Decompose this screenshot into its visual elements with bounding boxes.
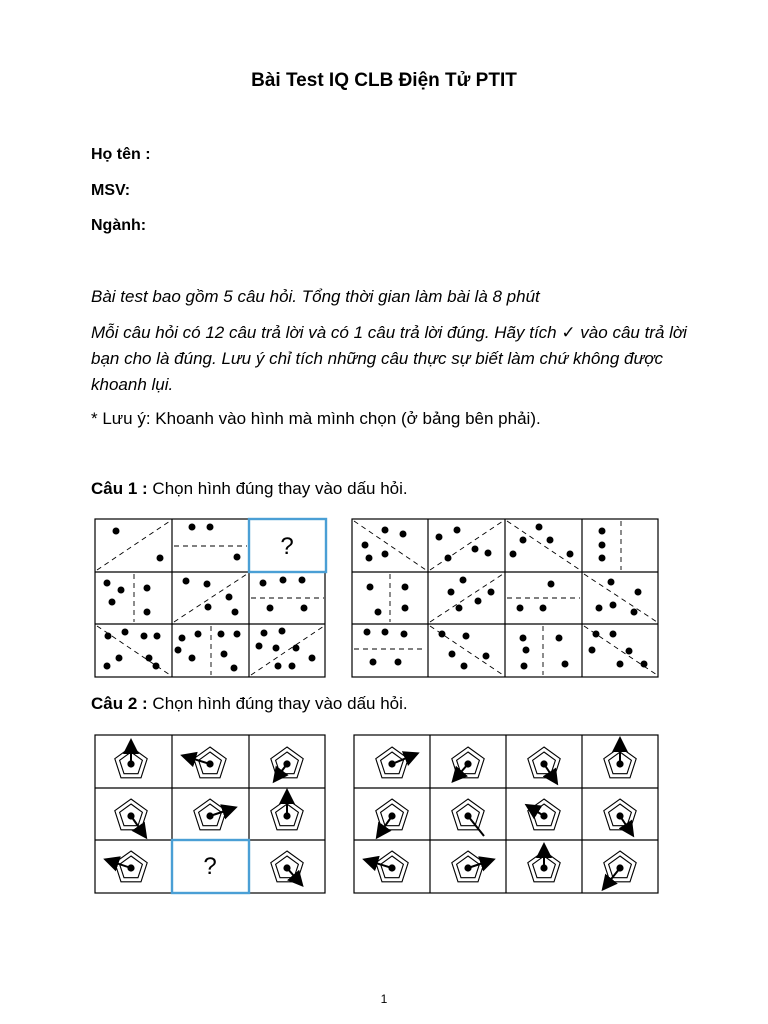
name-field-label: Họ tên :	[91, 146, 151, 163]
question-1-text: Chọn hình đúng thay vào dấu hỏi.	[147, 479, 408, 498]
student-id-field-label: MSV:	[91, 182, 131, 199]
page-number: 1	[380, 992, 388, 1006]
question-1-label	[91, 479, 408, 499]
instruction-line-1: Bài test bao gồm 5 câu hỏi. Tổng thời gian làm bài là 8 phút	[91, 287, 540, 306]
question-2-question-mark: ?	[203, 853, 217, 880]
question-2-text: Chọn hình đúng thay vào dấu hỏi.	[147, 694, 408, 713]
question-2-puzzle-grid	[94, 734, 326, 894]
question-2-number: Câu 2 :	[91, 694, 148, 713]
document-title: Bài Test IQ CLB Điện Tử PTIT	[251, 70, 517, 91]
question-1-answer-grid[interactable]	[351, 518, 659, 678]
question-1-question-mark: ?	[280, 533, 294, 560]
question-2-label	[91, 694, 408, 714]
question-1-puzzle-grid	[94, 518, 326, 678]
instruction-note: * Lưu ý: Khoanh vào hình mà mình chọn (ở bảng bên phải).	[91, 409, 541, 428]
question-1-number: Câu 1 :	[91, 479, 148, 498]
question-2-answer-grid[interactable]	[353, 734, 659, 894]
instruction-line-2: Mỗi câu hỏi có 12 câu trả lời và có 1 câu trả lời đúng. Hãy tích ✓ vào câu trả lời bạn cho là đúng. Lưu ý chỉ tích những câu thực sự biết làm chứ không được khoanh lụi.	[91, 323, 687, 394]
major-field-label: Ngành:	[91, 217, 147, 234]
